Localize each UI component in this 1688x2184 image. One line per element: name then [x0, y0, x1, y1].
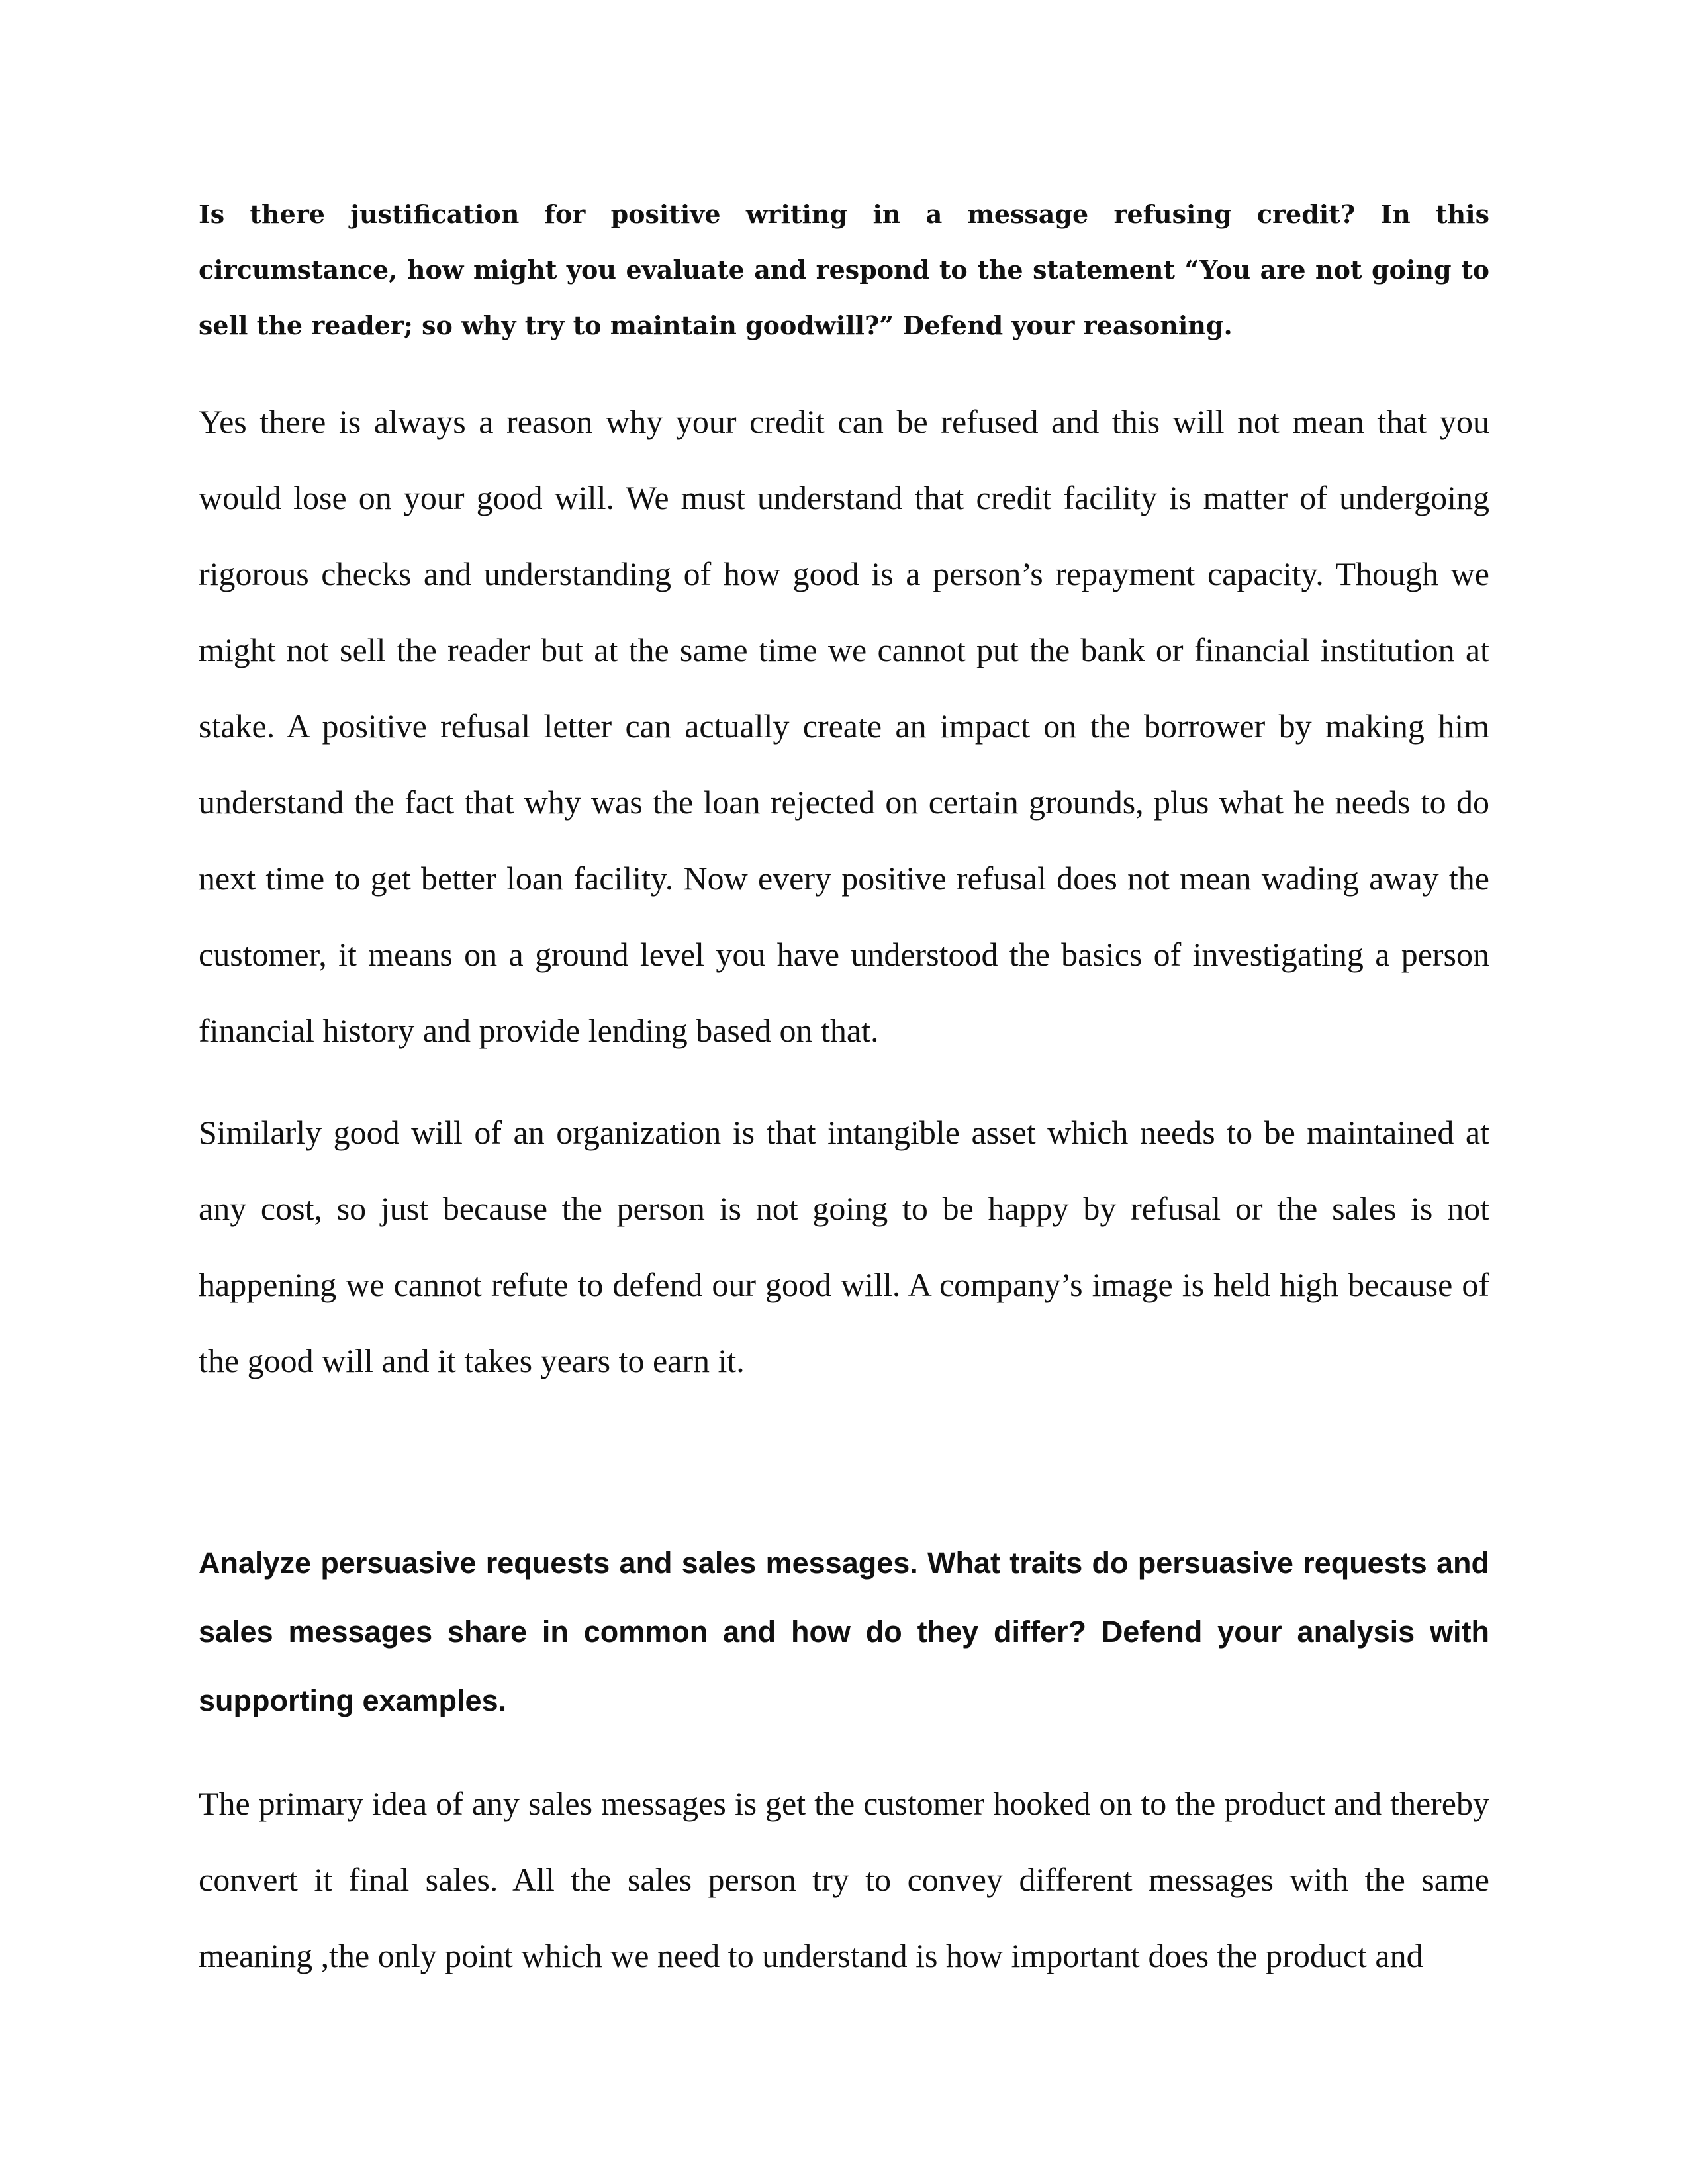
answer-2-paragraph-1: The primary idea of any sales messages is get the customer hooked on to the product and thereby convert it final sales. All the sales person try to convey different messages with the same meaning ,the only point which we need to understand is how important does the product and: [199, 1785, 1489, 1974]
question-2-heading: Analyze persuasive requests and sales messages. What traits do persuasive requests and sales messages share in common and how do they differ? Defend your analysis with supporting examples.: [199, 1546, 1489, 1717]
answer-1-paragraph-2: Similarly good will of an organization is that intangible asset which needs to be maintained at any cost, so just because the person is not going to be happy by refusal or the sales is not happening we cannot refute to defend our good will. A company’s image is held high because of the good will and it takes years to earn it.: [199, 1114, 1489, 1379]
question-1-heading: Is there justification for positive writing in a message refusing credit? In this circumstance, how might you evaluate and respond to the statement “You are not going to sell the reader; so why try to maintain goodwill?” Defend your reasoning.: [199, 199, 1489, 340]
answer-1-paragraph-1: Yes there is always a reason why your credit can be refused and this will not mean that you would lose on your good will. We must understand that credit facility is matter of undergoing rigorous checks and understanding of how good is a person’s repayment capacity. Though we might not sell the reader but at the same time we cannot put the bank or financial institution at stake. A positive refusal letter can actually create an impact on the borrower by making him understand the fact that why was the loan rejected on certain grounds, plus what he needs to do next time to get better loan facility. Now every positive refusal does not mean wading away the customer, it means on a ground level you have understood the basics of investigating a person financial history and provide lending based on that.: [199, 403, 1489, 1049]
